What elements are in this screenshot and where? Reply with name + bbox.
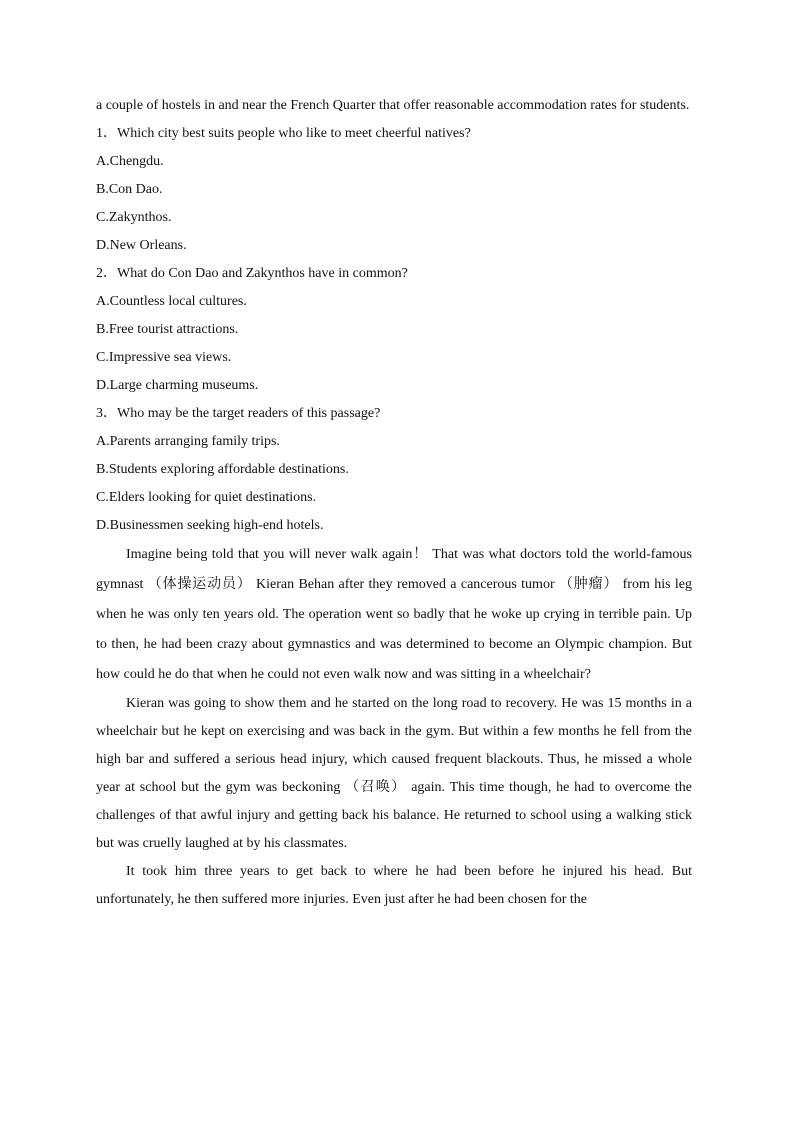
option-c[interactable]: C.Zakynthos. <box>96 210 172 225</box>
option-d[interactable]: D.New Orleans. <box>96 238 187 253</box>
option-c[interactable]: C.Impressive sea views. <box>96 350 232 365</box>
passage-paragraph-2: Kieran was going to show them and he started on the long road to recovery. He was 15 months in a wheelchair but he kept on exercising and was back in the gym. But within a few months he fell from the high bar and suffered a serious head injury, which caused frequent blackouts. Thus, he missed a whole year at school but the gym was beckoning （召唤） again. This time though, he had to overcome the challenges of that awful injury and getting back his balance. He returned to school using a walking stick but was cruelly laughed at by his classmates. <box>96 696 692 851</box>
question-1 <box>96 120 692 260</box>
passage-paragraph-3: It took him three years to get back to where he had been before he injured his head. But unfortunately, he then suffered more injuries. Even just after he had been chosen for the <box>96 864 692 907</box>
option-a[interactable]: A.Countless local cultures. <box>96 294 247 309</box>
option-a[interactable]: A.Parents arranging family trips. <box>96 434 280 449</box>
option-b[interactable]: B.Free tourist attractions. <box>96 322 239 337</box>
option-c[interactable]: C.Elders looking for quiet destinations. <box>96 490 317 505</box>
question-2 <box>96 260 692 400</box>
option-b[interactable]: B.Con Dao. <box>96 182 163 197</box>
question-stem: 3．Who may be the target readers of this passage? <box>96 406 381 421</box>
option-a[interactable]: A.Chengdu. <box>96 154 164 169</box>
document-page <box>96 92 692 914</box>
question-3 <box>96 400 692 540</box>
option-d[interactable]: D.Businessmen seeking high-end hotels. <box>96 518 324 533</box>
option-b[interactable]: B.Students exploring affordable destinations. <box>96 462 349 477</box>
passage-intro-tail: a couple of hostels in and near the French Quarter that offer reasonable accommodation rates for students. <box>96 98 690 113</box>
option-d[interactable]: D.Large charming museums. <box>96 378 259 393</box>
question-stem: 2．What do Con Dao and Zakynthos have in common? <box>96 266 408 281</box>
question-stem: 1．Which city best suits people who like to meet cheerful natives? <box>96 126 471 141</box>
passage-paragraph-1: Imagine being told that you will never walk again！ That was what doctors told the world-famous gymnast （体操运动员） Kieran Behan after they removed a cancerous tumor （肿瘤） from his leg when he was only ten years old. The operation went so badly that he woke up crying in terrible pain. Up to then, he had been crazy about gymnastics and was determined to become an Olympic champion. But how could he do that when he could not even walk now and was sitting in a wheelchair? <box>96 547 692 682</box>
